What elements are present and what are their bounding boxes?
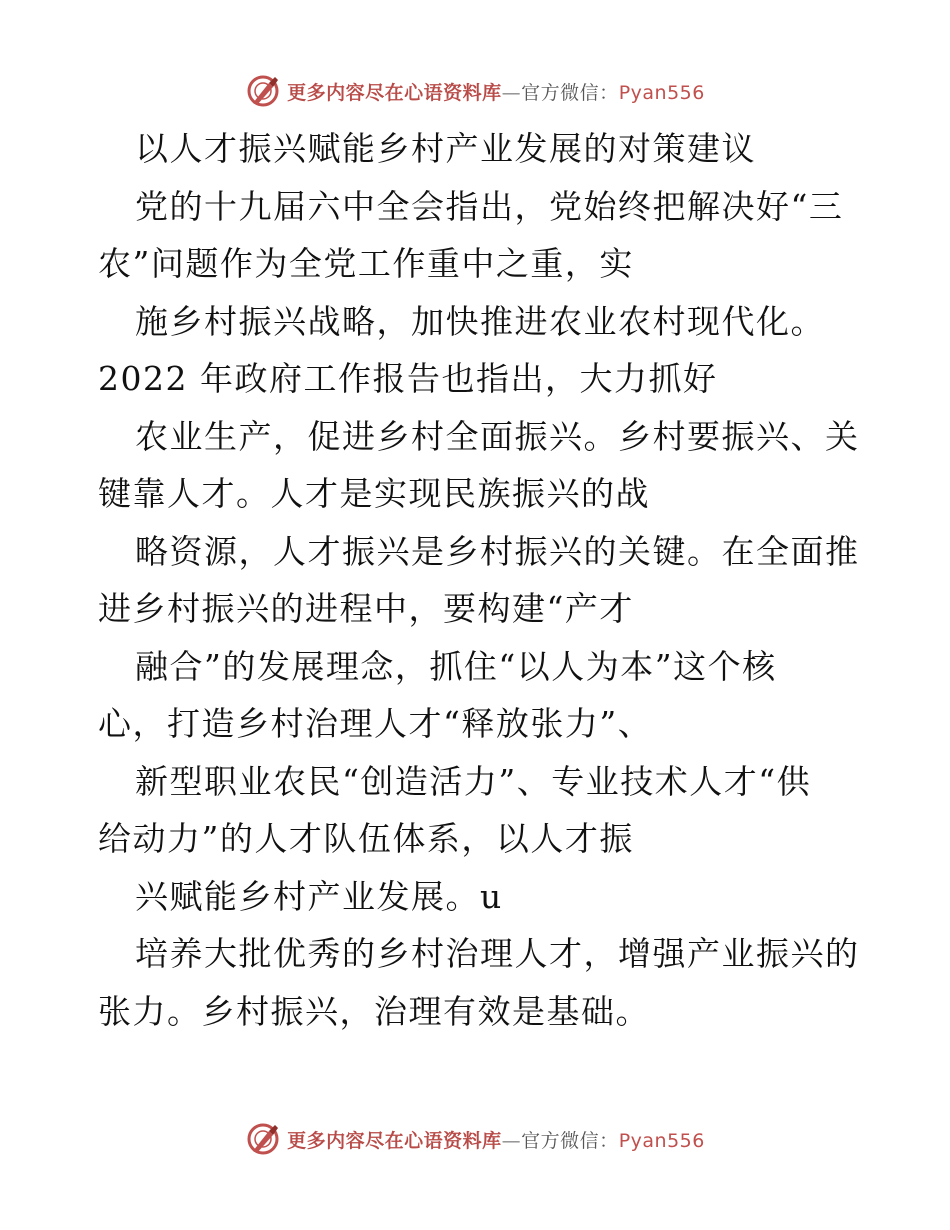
pen-logo-icon bbox=[245, 73, 281, 109]
paragraph-line: 施乡村振兴战略，加快推进农业农村现代化。 bbox=[135, 301, 825, 341]
header-banner bbox=[0, 71, 950, 111]
paragraph-line: 略资源，人才振兴是乡村振兴的关键。在全面推 bbox=[135, 531, 860, 571]
footer-site-text: 更多内容尽在心语资料库 bbox=[287, 1129, 502, 1152]
paragraph-line: 农业生产，促进乡村全面振兴。乡村要振兴、关 bbox=[135, 416, 860, 456]
paragraph-line: 培养大批优秀的乡村治理人才，增强产业振兴的 bbox=[135, 934, 860, 973]
paragraph-line: 农”问题作为全党工作重中之重，实 bbox=[98, 244, 634, 283]
footer-wechat-id: Pyan556 bbox=[618, 1129, 705, 1152]
paragraph-line: 进乡村振兴的进程中，要构建“产才 bbox=[98, 589, 634, 628]
document-title: 以人才振兴赋能乡村产业发展的对策建议 bbox=[135, 129, 756, 168]
paragraph-line: 心，打造乡村治理人才“释放张力”、 bbox=[98, 704, 653, 743]
paragraph-line: 党的十九届六中全会指出，党始终把解决好“三 bbox=[135, 186, 844, 226]
footer-wechat-label: 官方微信： bbox=[521, 1129, 619, 1152]
footer-banner-text bbox=[287, 1126, 705, 1153]
footer-separator: — bbox=[501, 1129, 522, 1152]
document-body bbox=[98, 120, 858, 1040]
header-wechat-label: 官方微信： bbox=[521, 81, 619, 104]
paragraph-line: 新型职业农民“创造活力”、专业技术人才“供 bbox=[135, 761, 812, 801]
footer-banner bbox=[0, 1119, 950, 1159]
paragraph-line: 2022 年政府工作报告也指出，大力抓好 bbox=[98, 359, 718, 398]
header-wechat-id: Pyan556 bbox=[618, 81, 705, 104]
paragraph-line: 兴赋能乡村产业发展。u bbox=[135, 876, 503, 916]
header-separator: — bbox=[501, 81, 522, 104]
header-site-text: 更多内容尽在心语资料库 bbox=[287, 81, 502, 104]
paragraph-line: 张力。乡村振兴，治理有效是基础。 bbox=[98, 991, 650, 1031]
pen-logo-icon bbox=[245, 1121, 281, 1157]
paragraph-line: 给动力”的人才队伍体系，以人才振 bbox=[98, 819, 634, 858]
header-banner-text bbox=[287, 78, 705, 105]
paragraph-line: 融合”的发展理念，抓住“以人为本”这个核 bbox=[135, 646, 777, 686]
paragraph-line: 键靠人才。人才是实现民族振兴的战 bbox=[98, 474, 650, 513]
